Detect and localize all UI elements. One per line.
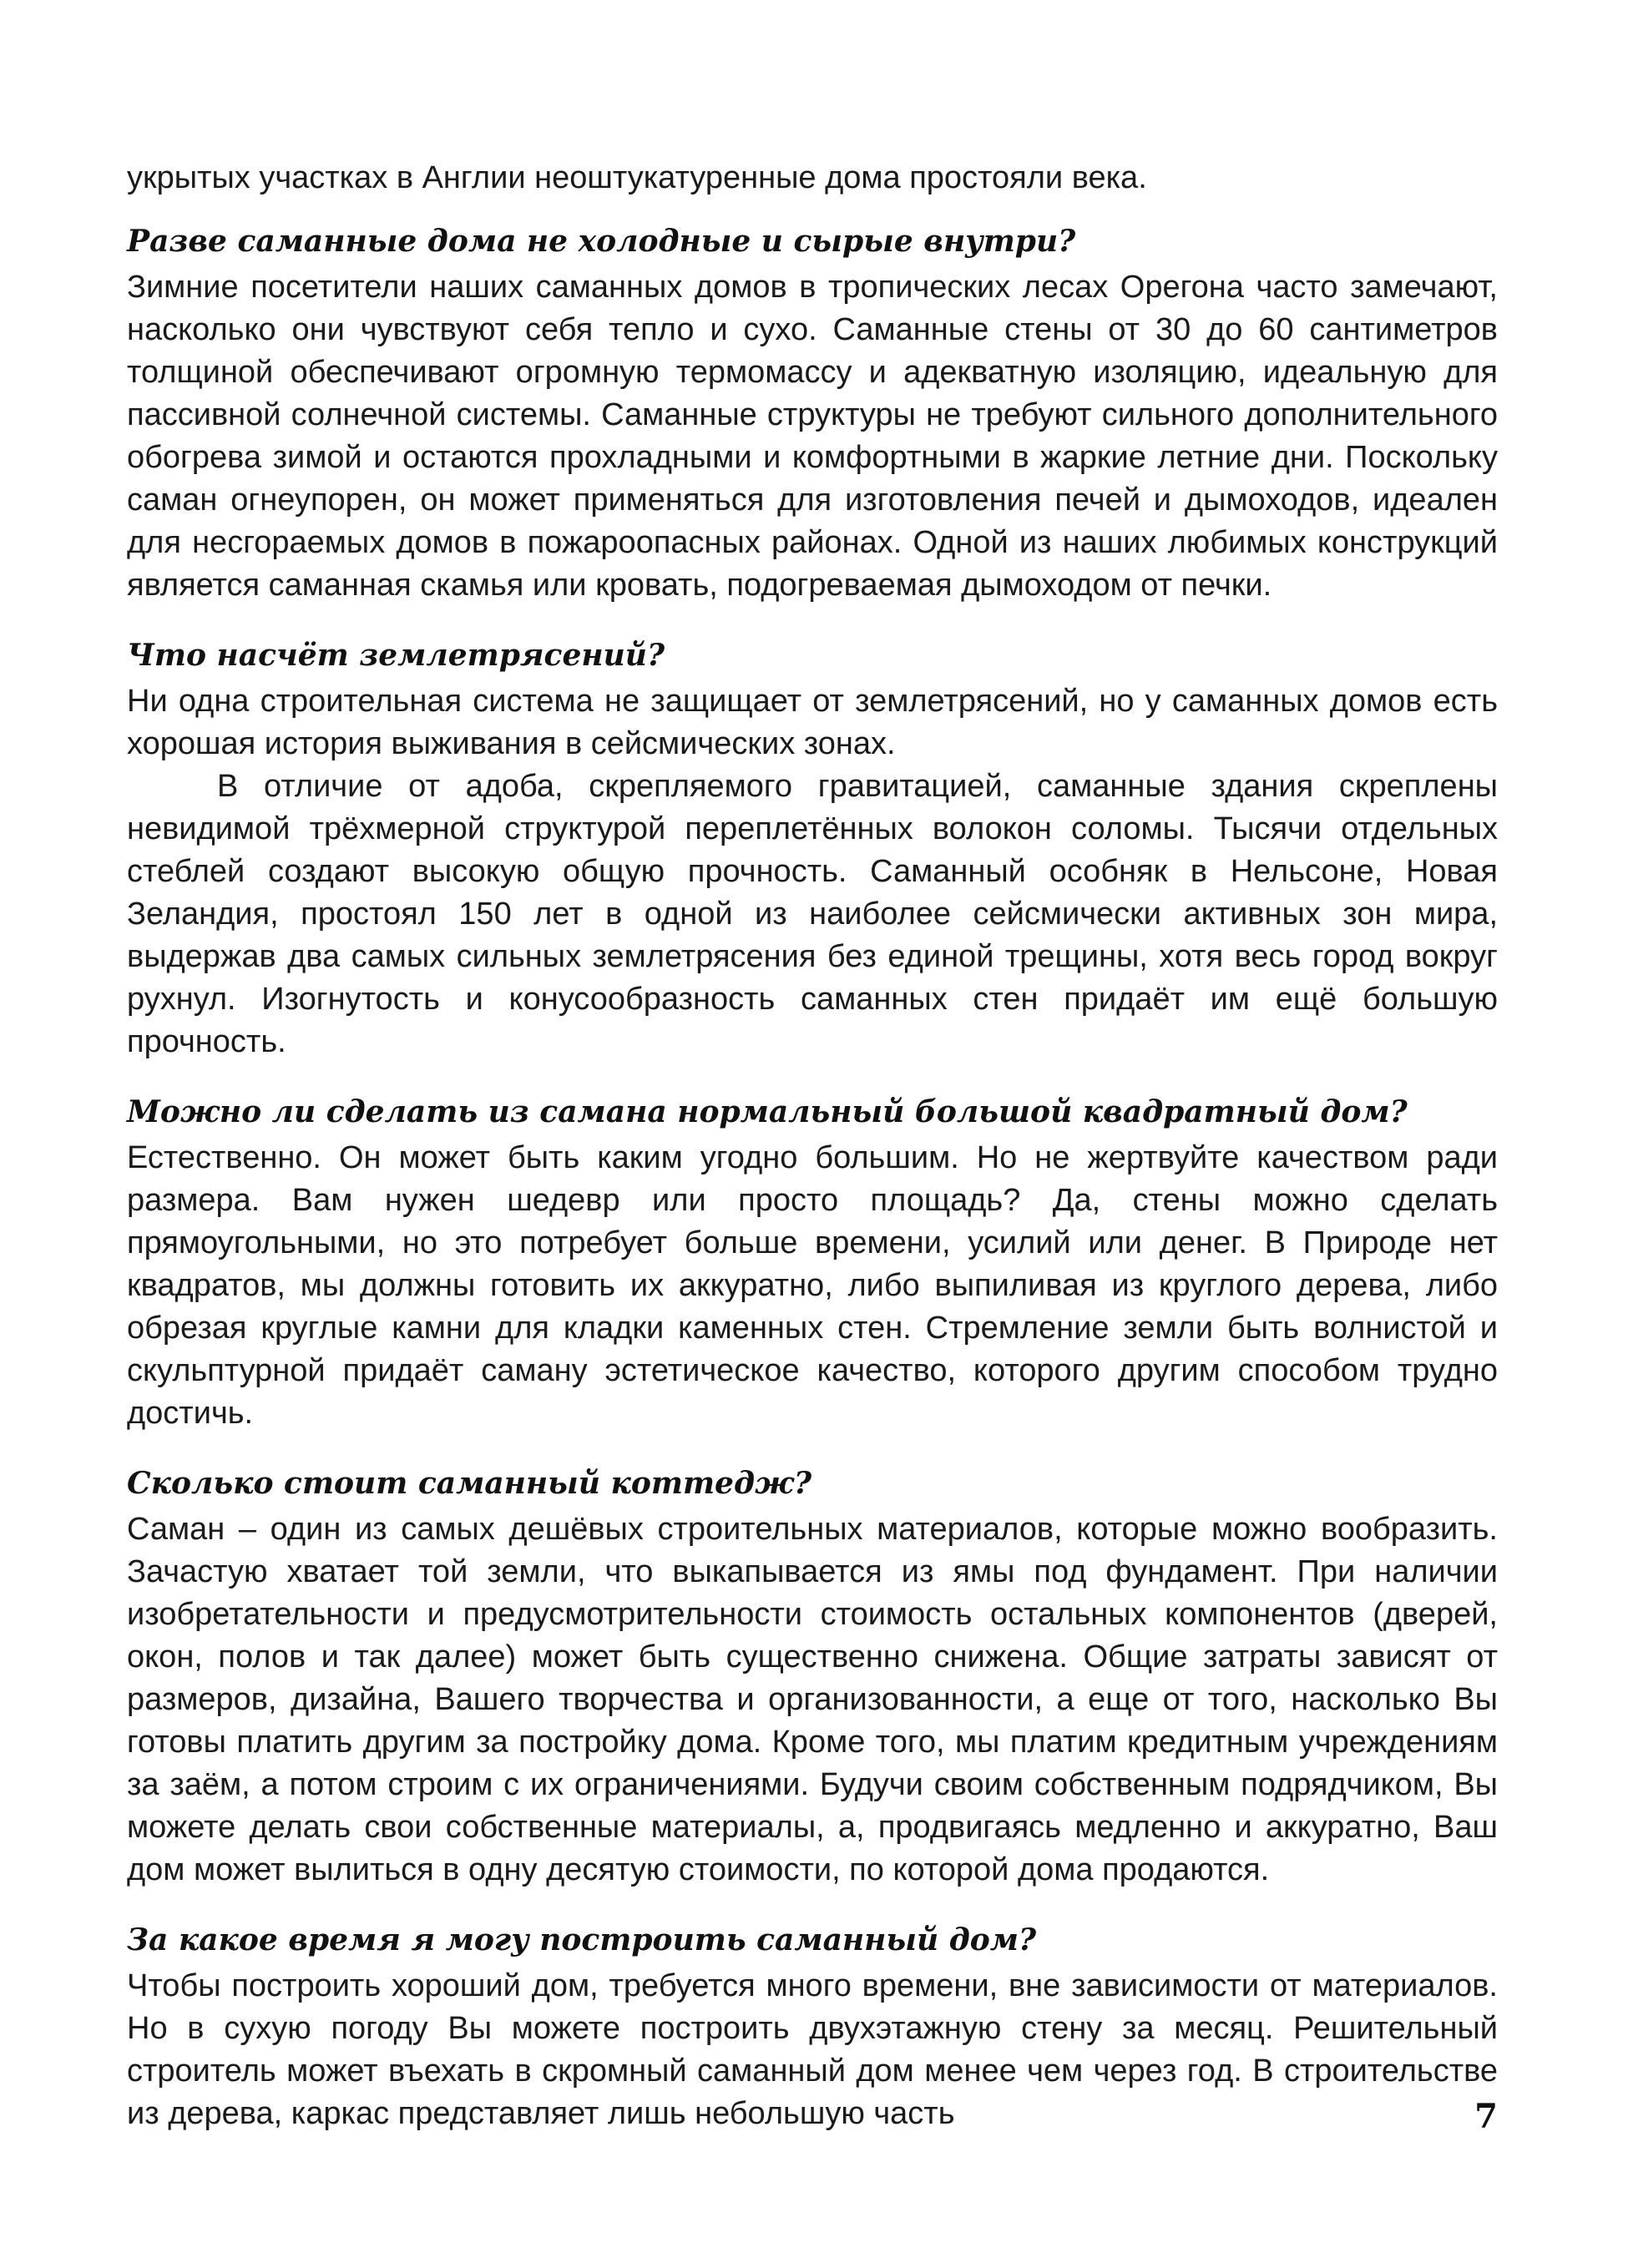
section-earthquakes [127,635,1498,1063]
page-body [127,157,1498,2135]
section-heading: Что насчёт землетрясений? [127,638,665,673]
section-heading: Сколько стоит саманный коттедж? [127,1466,812,1501]
intro-paragraph: укрытых участках в Англии неоштукатуренные дома простояли века. [127,160,1147,195]
page-number: 7 [1474,2097,1498,2136]
section-heading: Разве саманные дома не холодные и сырые внутри? [127,224,1076,259]
section-square-house [127,1092,1498,1435]
section-cost [127,1463,1498,1892]
section-paragraph: Естественно. Он может быть каким угодно большим. Но не жертвуйте качеством ради размера. Вам нужен шедевр или просто площадь? Да, стены можно сделать прямоугольными, но это потребует больше времени, усилий или денег. В Природе нет квадратов, мы должны готовить их аккуратно, либо выпиливая из круглого дерева, либо обрезая круглые камни для кладки каменных стен. Стремление земли быть волнистой и скульптурной придаёт саману эстетическое качество, которого другим способом трудно достичь. [127,1140,1498,1431]
section-paragraph: Саман – один из самых дешёвых строительных материалов, которые можно вообразить. Зачастую хватает той земли, что выкапывается из ямы под фундамент. При наличии изобретательности и предусмотрительности стоимость остальных компонентов (дверей, окон, полов и так далее) может быть существенно снижена. Общие затраты зависят от размеров, дизайна, Вашего творчества и организованности, а еще от того, насколько Вы готовы платить другим за постройку дома. Кроме того, мы платим кредитным учреждениям за заём, а потом строим с их ограничениями. Будучи своим собственным подрядчиком, Вы можете делать свои собственные материалы, а, продвигаясь медленно и аккуратно, Ваш дом может вылиться в одну десятую стоимости, по которой дома продаются. [127,1512,1498,1887]
section-build-time [127,1920,1498,2135]
section-cold-damp [127,221,1498,607]
section-paragraph: В отличие от адоба, скрепляемого гравитацией, саманные здания скреплены невидимой трёхмерной структурой переплетённых волокон соломы. Тысячи отдельных стеблей создают высокую общую прочность. Саманный особняк в Нельсоне, Новая Зеландия, простоял 150 лет в одной из наиболее сейсмически активных зон мира, выдержав два самых сильных землетрясения без единой трещины, хотя весь город вокруг рухнул. Изогнутость и конусообразность саманных стен придаёт им ещё большую прочность. [127,769,1498,1059]
section-heading: Можно ли сделать из самана нормальный большой квадратный дом? [127,1094,1408,1129]
section-paragraph: Зимние посетители наших саманных домов в тропических лесах Орегона часто замечают, насколько они чувствуют себя тепло и сухо. Саманные стены от 30 до 60 сантиметров толщиной обеспечивают огромную термомассу и адекватную изоляцию, идеальную для пассивной солнечной системы. Саманные структуры не требуют сильного дополнительного обогрева зимой и остаются прохладными и комфортными в жаркие летние дни. Поскольку саман огнеупорен, он может применяться для изготовления печей и дымоходов, идеален для несгораемых домов в пожароопасных районах. Одной из наших любимых конструкций является саманная скамья или кровать, подогреваемая дымоходом от печки. [127,270,1498,603]
section-paragraph: Ни одна строительная система не защищает от землетрясений, но у саманных домов есть хорошая история выживания в сейсмических зонах. [127,684,1498,761]
section-paragraph: Чтобы построить хороший дом, требуется много времени, вне зависимости от материалов. Но в сухую погоду Вы можете построить двухэтажную стену за месяц. Решительный строитель может въехать в скромный саманный дом менее чем через год. В строительстве из дерева, каркас представляет лишь небольшую часть [127,1968,1498,2131]
section-heading: За какое время я могу построить саманный дом? [127,1922,1037,1957]
